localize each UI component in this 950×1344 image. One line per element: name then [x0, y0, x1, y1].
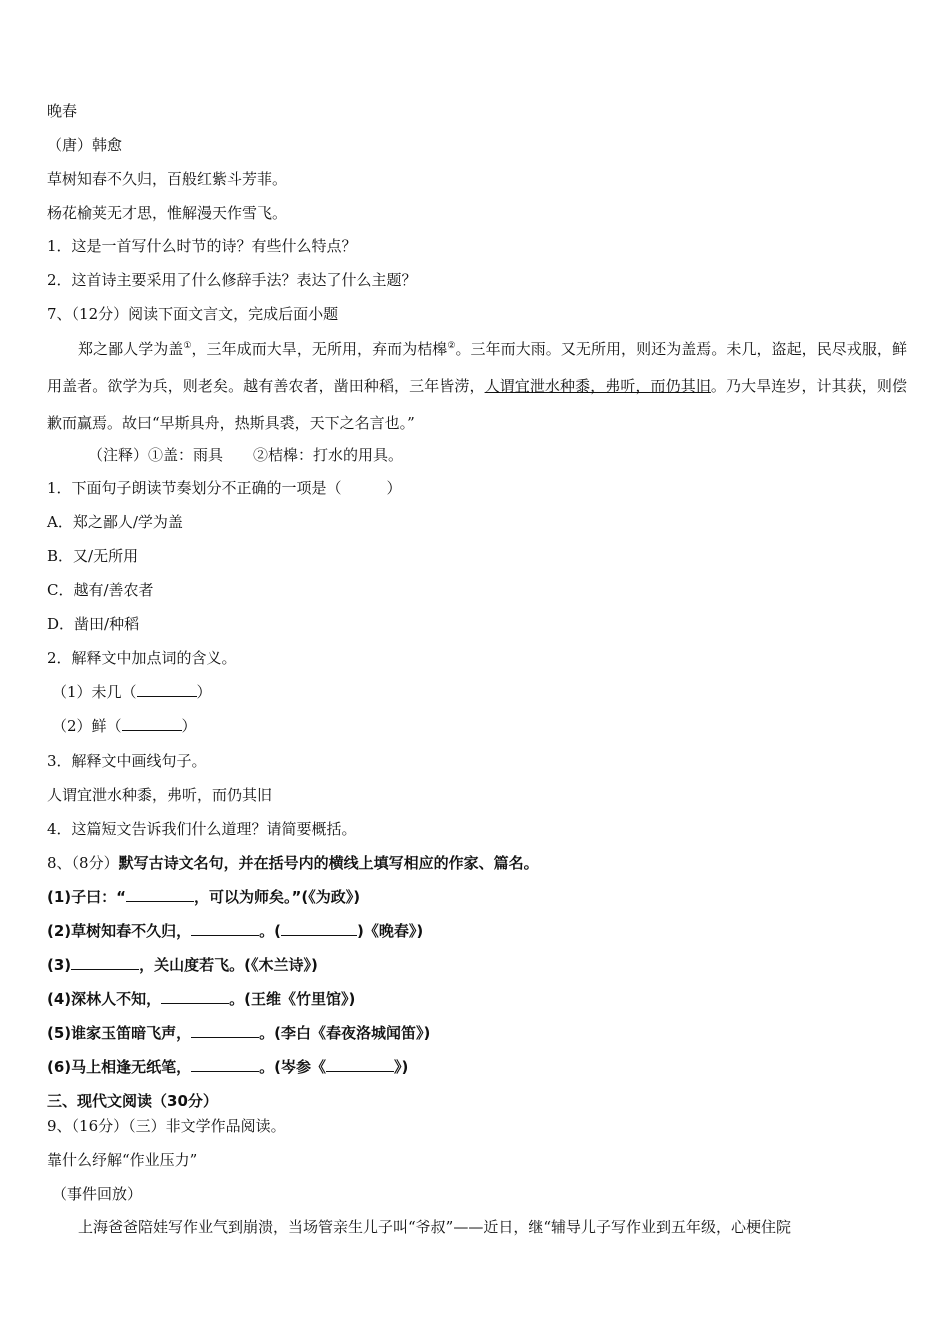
word-label: ） [181, 717, 197, 735]
answer-blank[interactable] [191, 1057, 259, 1072]
option-b: B．又/无所用 [47, 547, 139, 565]
item-text: (2)草树知春不久归， [47, 922, 192, 940]
answer-blank[interactable] [71, 955, 139, 970]
word-2 [52, 716, 197, 736]
q8-header [47, 853, 539, 873]
item-text: (3) [47, 956, 72, 974]
item-text: (4)深林人不知， [47, 990, 162, 1008]
poem-line-1: 草树知春不久归，百般红紫斗芳菲。 [47, 170, 288, 188]
underlined-sentence: 人谓宜泄水种黍，弗听，而仍其旧 [484, 377, 711, 395]
poem-author: （唐）韩愈 [47, 136, 123, 154]
poem-line-2: 杨花榆荚无才思，惟解漫天作雪飞。 [47, 204, 288, 222]
item-text: (1)子曰：“ [47, 888, 127, 906]
poem-title: 晚春 [47, 102, 78, 120]
answer-blank[interactable] [281, 921, 357, 936]
passage-text: 。乃大旱连岁，计其获，则偿歉而赢焉。故曰“早斯具舟，热斯具裘，天下之名言也。” [47, 377, 907, 432]
answer-blank[interactable] [126, 887, 194, 902]
word-1 [52, 682, 212, 702]
q9-header: 9、（16分）（三）非文学作品阅读。 [47, 1117, 286, 1135]
item-text: 》) [394, 1058, 409, 1076]
q8-item-2 [47, 921, 423, 941]
article-title: 靠什么纾解“作业压力” [47, 1151, 198, 1169]
event-label: （事件回放） [52, 1185, 143, 1203]
passage-text: ，三年成而大旱，无所用，弃而为桔槔 [191, 340, 448, 358]
item-text: (5)谁家玉笛暗飞声， [47, 1024, 192, 1042]
passage-text: 郑之鄙人学为盖 [78, 340, 184, 358]
q7-annotation: （注释）①盖：雨具 ②桔槔：打水的用具。 [88, 446, 404, 464]
q7-passage [47, 328, 907, 442]
item-text: (6)马上相逢无纸笔， [47, 1058, 192, 1076]
q8-score: 8、（8分） [47, 854, 119, 872]
q7-sub-3-sentence: 人谓宜泄水种黍，弗听，而仍其旧 [47, 786, 273, 804]
option-c: C．越有/善农者 [47, 581, 154, 599]
option-d: D．凿田/种稻 [47, 615, 140, 633]
passage-text: 。三年而大雨。又无所用，则还为盖焉。未几，盗起，民尽戎服，鲜用盖者。欲学为兵，则老矣。越有善农者，凿田种稻，三年皆涝， [47, 340, 907, 395]
q8-item-4 [47, 989, 355, 1009]
item-text: 。(岑参《 [259, 1058, 327, 1076]
q8-instruction: 默写古诗文名句，并在括号内的横线上填写相应的作家、篇名。 [118, 854, 539, 872]
answer-blank[interactable] [137, 682, 197, 697]
option-a: A．郑之鄙人/学为盖 [47, 513, 183, 531]
q8-item-1 [47, 887, 360, 907]
poem-question-1: 1．这是一首写什么时节的诗？有些什么特点？ [47, 237, 357, 255]
answer-blank[interactable] [122, 716, 182, 731]
item-text: 。(李白《春夜洛城闻笛》) [259, 1024, 431, 1042]
note-marker: ② [447, 341, 456, 351]
word-label: （1）未几（ [52, 683, 137, 701]
word-label: （2）鲜（ [52, 717, 122, 735]
q7-sub-1: 1．下面句子朗读节奏划分不正确的一项是（ ） [47, 479, 402, 497]
item-text: ，关山度若飞。(《木兰诗》) [139, 956, 318, 974]
q7-sub-4: 4．这篇短文告诉我们什么道理？请简要概括。 [47, 820, 357, 838]
item-text: 。( [259, 922, 282, 940]
q8-item-6 [47, 1057, 408, 1077]
q7-header: 7、（12分）阅读下面文言文，完成后面小题 [47, 305, 339, 323]
word-label: ） [196, 683, 212, 701]
answer-blank[interactable] [191, 1023, 259, 1038]
q7-sub-2: 2．解释文中加点词的含义。 [47, 649, 237, 667]
item-text: ，可以为师矣。”(《为政》) [194, 888, 361, 906]
article-paragraph: 上海爸爸陪娃写作业气到崩溃，当场管亲生儿子叫“爷叔”——近日，继“辅导儿子写作业到五年级，心梗住院 [78, 1218, 792, 1236]
q8-item-5 [47, 1023, 430, 1043]
poem-question-2: 2．这首诗主要采用了什么修辞手法？表达了什么主题？ [47, 271, 417, 289]
answer-blank[interactable] [191, 921, 259, 936]
item-text: )《晚春》) [357, 922, 424, 940]
q8-item-3 [47, 955, 318, 975]
note-marker: ① [183, 341, 192, 351]
section-3-header: 三、现代文阅读（30分） [47, 1092, 218, 1110]
item-text: 。(王维《竹里馆》) [229, 990, 356, 1008]
q7-sub-3: 3．解释文中画线句子。 [47, 752, 207, 770]
answer-blank[interactable] [161, 989, 229, 1004]
answer-blank[interactable] [326, 1057, 394, 1072]
